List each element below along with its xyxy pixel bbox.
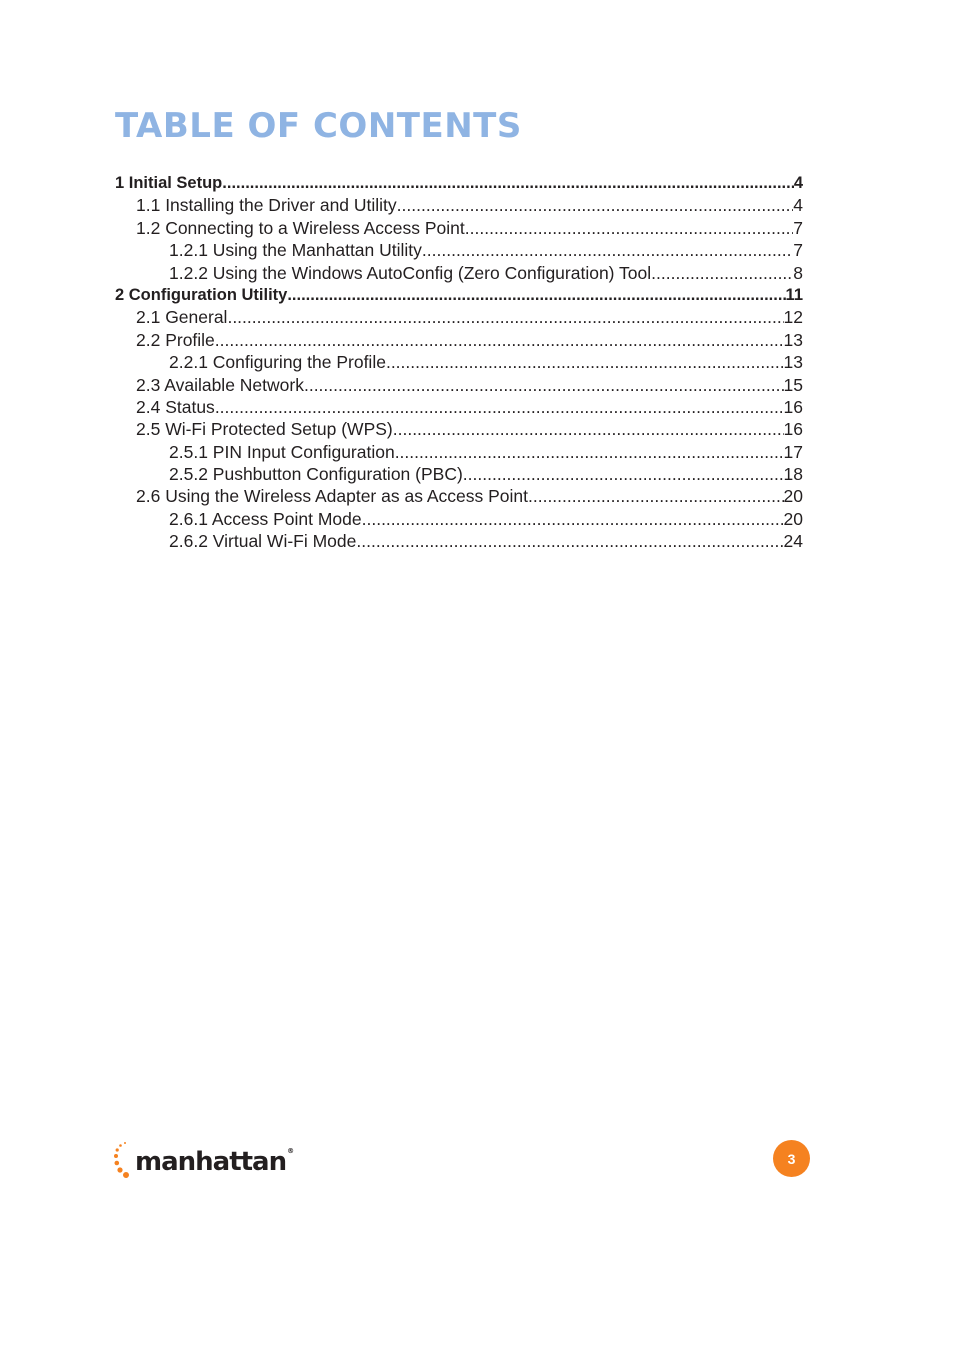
toc-entry-label: 2.1 General [136,307,228,328]
logo-text: manhattan [135,1147,287,1177]
toc-entry[interactable] [115,329,803,351]
logo-wordmark [135,1147,293,1177]
page-number-badge: 3 [773,1140,810,1177]
toc-entry[interactable] [115,262,803,284]
dot-leader [463,463,784,485]
toc-entry[interactable] [115,374,803,396]
toc-entry-page: 15 [783,374,803,395]
toc-entry-label: 1.2 Connecting to a Wireless Access Point [136,217,465,238]
toc-entry[interactable] [115,194,803,216]
toc-entry[interactable] [115,172,803,194]
toc-entry[interactable] [115,396,803,418]
toc-entry[interactable] [115,284,803,306]
toc-entry-page: 4 [793,174,803,192]
dot-leader [651,262,793,284]
toc-entry-label: 2.6.2 Virtual Wi-Fi Mode [169,531,357,552]
dot-leader [362,508,784,530]
toc-entry-label: 2.2 Profile [136,329,215,350]
toc-entry-label: 1.2.2 Using the Windows AutoConfig (Zero Configuration) Tool [169,262,652,283]
toc-entry-label: 2.5.1 PIN Input Configuration........ [169,441,434,462]
toc-entry-label: 2.3 Available Network [136,374,304,395]
toc-entry-label: 1.2.1 Using the Manhattan Utility [169,240,422,261]
page-title: TABLE OF CONTENTS [115,106,522,146]
toc-entry-page: 11 [785,285,803,304]
toc-entry-label: 1 Initial Setup [115,174,223,192]
toc-entry-page: 20 [783,508,803,529]
toc-entry[interactable] [115,217,803,239]
toc-entry[interactable] [115,530,803,552]
dot-leader [287,284,785,306]
toc-entry-page: 16 [783,396,803,417]
toc-entry[interactable] [115,418,803,440]
toc-entry[interactable] [115,463,803,485]
toc-entry[interactable] [115,239,803,261]
toc-entry-page: 16 [783,419,803,440]
dot-leader [465,217,793,239]
toc-entry-label: 2.6 Using the Wireless Adapter as as Access Point [136,486,528,507]
toc-entry-page: 8 [793,262,803,283]
dot-leader [356,530,783,552]
toc-entry-page: 17 [783,441,803,462]
table-of-contents [115,172,803,553]
toc-entry-page: 4 [793,195,803,216]
dot-leader [434,441,784,463]
dot-leader [393,418,784,440]
toc-entry[interactable] [115,306,803,328]
dot-leader [227,306,783,328]
toc-entry-page: 24 [783,531,803,552]
toc-entry-label: 2.5 Wi-Fi Protected Setup (WPS) [136,419,393,440]
toc-entry[interactable] [115,508,803,530]
toc-entry[interactable] [115,485,803,507]
toc-entry[interactable] [115,441,803,463]
toc-entry[interactable] [115,351,803,373]
toc-entry-label: 2.5.2 Pushbutton Configuration (PBC) [169,464,463,485]
dot-leader [422,239,793,261]
toc-entry-label: 2 Configuration Utility [115,285,288,304]
dot-leader [386,351,784,373]
toc-entry-page: 7 [793,217,803,238]
toc-entry-page: 20 [783,486,803,507]
dot-leader [215,396,784,418]
logo-registered-mark: ® [287,1147,294,1155]
toc-entry-page: 7 [793,240,803,261]
dot-leader [397,194,794,216]
toc-entry-label: 2.2.1 Configuring the Profile [169,352,386,373]
dot-leader [528,485,784,507]
toc-entry-label: 1.1 Installing the Driver and Utility [136,195,397,216]
toc-entry-page: 12 [783,307,803,328]
dot-leader [222,172,794,194]
logo-dots-icon [114,1140,132,1184]
dot-leader [215,329,784,351]
toc-entry-page: 18 [783,464,803,485]
toc-entry-page: 13 [783,329,803,350]
dot-leader [304,374,784,396]
toc-entry-label: 2.6.1 Access Point Mode [169,508,362,529]
toc-entry-label: 2.4 Status [136,396,215,417]
manhattan-logo [114,1140,293,1184]
toc-entry-page: 13 [783,352,803,373]
